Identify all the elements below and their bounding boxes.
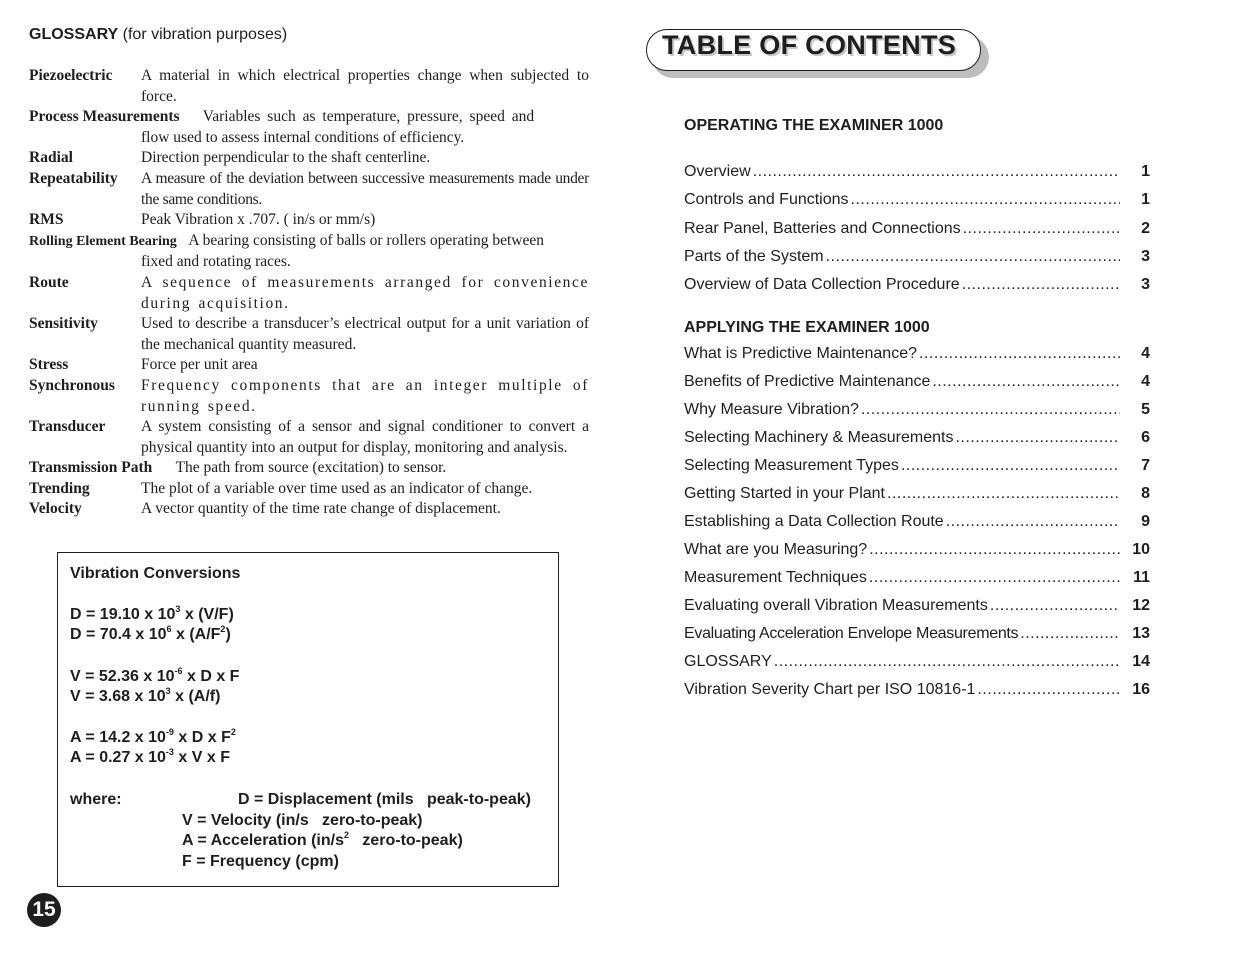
toc-title: TABLE OF CONTENTS (662, 30, 957, 60)
toc-entry[interactable] (684, 569, 1150, 589)
glossary-definition: Direction perpendicular to the shaft centerline. (141, 149, 431, 167)
glossary-entry (29, 169, 589, 210)
glossary-entry (29, 479, 589, 500)
toc-leader-dots (869, 541, 1120, 559)
toc-entry-label: Overview (684, 163, 751, 180)
glossary-definition-continued: fixed and rotating races. (141, 253, 291, 271)
toc-leader-dots (1020, 625, 1120, 643)
toc-entry-label: Rear Panel, Batteries and Connections (684, 220, 961, 237)
toc-entry[interactable] (684, 345, 1150, 365)
glossary-entry (29, 314, 589, 355)
toc-entry-label: Controls and Functions (684, 191, 849, 208)
where-frequency: F = Frequency (cpm) (182, 853, 339, 870)
formula-v-from-d: V = 52.36 x $10^{-6}$ x D x F (70, 666, 240, 685)
toc-entry-page: 16 (1132, 681, 1150, 698)
toc-entry[interactable] (684, 457, 1150, 477)
toc-entry-label: Why Measure Vibration? (684, 401, 859, 418)
toc-entry[interactable] (684, 653, 1150, 673)
glossary-entry (29, 417, 589, 458)
toc-entry[interactable] (684, 597, 1150, 617)
toc-leader-dots (861, 401, 1120, 419)
toc-entry-label: Parts of the System (684, 248, 824, 265)
toc-section-heading: OPERATING THE EXAMINER 1000 (684, 117, 944, 134)
toc-entry-page: 8 (1141, 485, 1150, 502)
glossary-term: Trending (29, 479, 90, 497)
toc-entry[interactable] (684, 429, 1150, 449)
toc-leader-dots (753, 163, 1120, 181)
glossary-title-bold: GLOSSARY (29, 26, 119, 43)
toc-entry-page: 3 (1141, 276, 1150, 293)
toc-entry-page: 1 (1141, 191, 1150, 208)
toc-entry-page: 5 (1141, 401, 1150, 418)
glossary-definition: A measure of the deviation between successive measurements made under the same conditions. (141, 169, 589, 208)
glossary-entry (29, 210, 589, 231)
glossary-entry (29, 66, 589, 107)
where-velocity: V = Velocity (in/s zero-to-peak) (182, 812, 423, 829)
toc-entry[interactable] (684, 401, 1150, 421)
toc-entry-page: 13 (1132, 625, 1150, 642)
glossary-definition: Force per unit area (141, 356, 258, 374)
formula-d-from-v: D = 19.10 x $10^3$ x (V/F) (70, 604, 234, 623)
glossary-entry (29, 376, 589, 417)
toc-leader-dots (887, 485, 1120, 503)
toc-leader-dots (932, 373, 1120, 391)
toc-entry-label: Vibration Severity Chart per ISO 10816-1 (684, 681, 976, 698)
toc-entry-page: 12 (1132, 597, 1150, 614)
toc-entry-page: 9 (1141, 513, 1150, 530)
toc-leader-dots (990, 597, 1120, 615)
toc-entry[interactable] (684, 513, 1150, 533)
toc-entry-page: 2 (1141, 220, 1150, 237)
glossary-definition: The path from source (excitation) to sensor. (175, 459, 447, 477)
glossary-definition: A bearing consisting of balls or rollers operating between (188, 231, 544, 249)
toc-entry-page: 10 (1132, 541, 1150, 558)
toc-entry-page: 3 (1141, 248, 1150, 265)
glossary-term: RMS (29, 211, 64, 229)
glossary-definition: A system consisting of a sensor and signal conditioner to convert a physical quantity into an output for display, monitoring and analysis. (141, 418, 589, 456)
toc-entry-page: 6 (1141, 429, 1150, 446)
where-label: where: (70, 791, 122, 808)
glossary-title (29, 26, 287, 44)
glossary-term: Transmission Path (29, 459, 153, 477)
glossary-term: Transducer (29, 418, 106, 436)
glossary-term: Rolling Element Bearing (29, 233, 177, 249)
conversions-title: Vibration Conversions (70, 565, 241, 582)
toc-entry[interactable] (684, 248, 1150, 268)
glossary-definition: A sequence of measurements arranged for convenience during acquisition. (141, 273, 589, 312)
glossary-term: Route (29, 273, 69, 291)
glossary-term: Repeatability (29, 169, 118, 187)
glossary-list (29, 66, 589, 520)
glossary-entry (29, 458, 589, 479)
toc-entry-label: What are you Measuring? (684, 541, 868, 558)
toc-entry-label: Benefits of Predictive Maintenance (684, 373, 931, 390)
glossary-term: Sensitivity (29, 315, 98, 333)
toc-entry-page: 4 (1141, 373, 1150, 390)
glossary-term: Velocity (29, 500, 82, 518)
toc-leader-dots (851, 191, 1120, 209)
glossary-definition: A material in which electrical properties change when subjected to force. (141, 67, 589, 105)
toc-entry-page: 1 (1141, 163, 1150, 180)
toc-entry[interactable] (684, 163, 1150, 183)
glossary-term: Radial (29, 149, 73, 167)
formula-v-from-a: V = 3.68 x $10^3$ x (A/f) (70, 686, 221, 705)
toc-entry-page: 11 (1133, 569, 1150, 586)
glossary-definition-continued: flow used to assess internal conditions of efficiency. (141, 128, 465, 146)
glossary-term: Synchronous (29, 376, 115, 394)
toc-entry-page: 4 (1141, 345, 1150, 362)
glossary-entry (29, 107, 589, 148)
toc-entry-label: GLOSSARY (684, 653, 772, 670)
toc-entry[interactable] (684, 625, 1150, 645)
toc-entry-label: Getting Started in your Plant (684, 485, 885, 502)
toc-entry-label: Evaluating overall Vibration Measurements (684, 597, 988, 614)
glossary-definition: Used to describe a transducer’s electrical output for a unit variation of the mechanical quantity measured. (141, 315, 589, 353)
toc-leader-dots (962, 276, 1120, 294)
toc-entry-page: 14 (1132, 653, 1150, 670)
glossary-entry (29, 231, 589, 273)
glossary-definition: Variables such as temperature, pressure, speed and (202, 108, 535, 126)
glossary-entry (29, 273, 589, 314)
vibration-conversions-box (57, 552, 559, 887)
toc-entry[interactable] (684, 191, 1150, 211)
glossary-term: Piezoelectric (29, 67, 113, 84)
toc-entry-label: Establishing a Data Collection Route (684, 513, 944, 530)
toc-entry-label: Measurement Techniques (684, 569, 867, 586)
toc-leader-dots (826, 248, 1120, 266)
glossary-definition: A vector quantity of the time rate change of displacement. (141, 500, 501, 518)
where-acceleration: A = Acceleration ($in/s^2$ zero-to-peak) (182, 830, 463, 849)
glossary-definition: The plot of a variable over time used as an indicator of change. (141, 479, 533, 497)
glossary-title-note: (for vibration purposes) (122, 26, 288, 43)
glossary-definition: Peak Vibration x .707. ( in/s or mm/s) (141, 211, 376, 229)
toc-entry[interactable] (684, 485, 1150, 505)
toc-leader-dots (901, 457, 1120, 475)
toc-entry-label: Selecting Measurement Types (684, 457, 899, 474)
glossary-definition: Frequency components that are an integer multiple of running speed. (141, 376, 589, 415)
toc-entry-label: Overview of Data Collection Procedure (684, 276, 960, 293)
toc-leader-dots (774, 653, 1120, 671)
toc-leader-dots (946, 513, 1120, 531)
toc-entry[interactable] (684, 541, 1150, 561)
toc-section-heading: APPLYING THE EXAMINER 1000 (684, 319, 930, 336)
toc-entry-label: What is Predictive Maintenance? (684, 345, 917, 362)
toc-entry[interactable] (684, 276, 1150, 296)
toc-leader-dots (963, 220, 1120, 238)
toc-entry-label: Evaluating Acceleration Envelope Measurements (684, 625, 1019, 642)
toc-leader-dots (919, 345, 1120, 363)
glossary-entry (29, 499, 589, 520)
toc-entry[interactable] (684, 373, 1150, 393)
toc-entry-page: 7 (1141, 457, 1150, 474)
glossary-term: Process Measurements (29, 108, 180, 126)
formula-a-from-d: A = 14.2 x $10^{-9}$ x D x $F^2$ (70, 727, 236, 746)
formula-a-from-v: A = 0.27 x $10^{-3}$ x V x F (70, 747, 230, 766)
glossary-entry (29, 148, 589, 169)
glossary-term: Stress (29, 356, 69, 374)
toc-leader-dots (955, 429, 1120, 447)
toc-leader-dots (869, 569, 1120, 587)
toc-leader-dots (977, 681, 1120, 699)
toc-entry[interactable] (684, 681, 1150, 701)
page-number-badge: 15 (27, 893, 61, 927)
where-displacement: D = Displacement (mils peak-to-peak) (238, 791, 531, 808)
formula-d-from-a: D = 70.4 x $10^6$ x $(A/F^2)$ (70, 624, 231, 643)
glossary-entry (29, 355, 589, 376)
toc-entry[interactable] (684, 220, 1150, 240)
toc-entry-label: Selecting Machinery & Measurements (684, 429, 954, 446)
